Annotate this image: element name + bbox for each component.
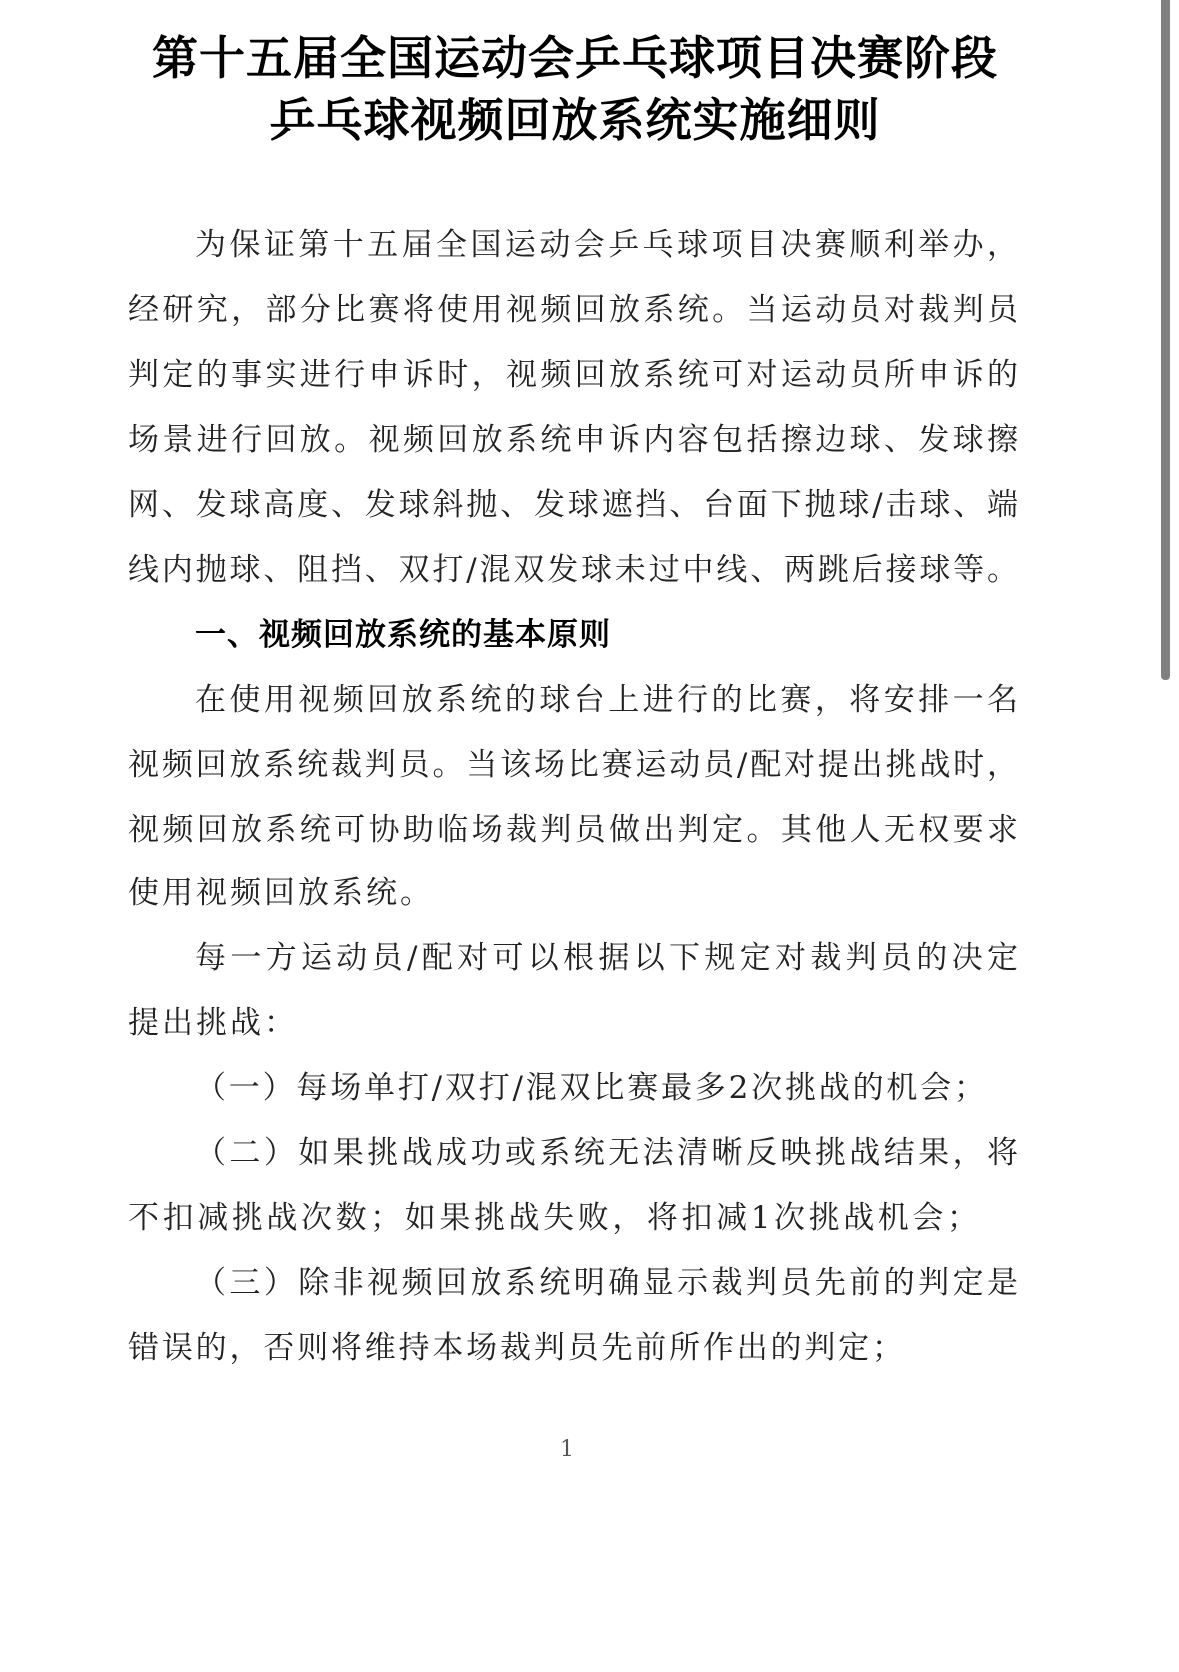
paragraph-line: 线内抛球、阻挡、双打/混双发球未过中线、两跳后接球等。	[128, 552, 1018, 588]
paragraph-line: 使用视频回放系统。	[128, 875, 434, 911]
list-item-3: （三）除非视频回放系统明确显示裁判员先前的判定是	[195, 1265, 1018, 1301]
document-title-line-2: 乒乓球视频回放系统实施细则	[269, 93, 881, 147]
paragraph-line: 不扣减挑战次数；如果挑战失败，将扣减1次挑战机会；	[128, 1200, 978, 1236]
paragraph-line: 网、发球高度、发球斜抛、发球遮挡、台面下抛球/击球、端	[128, 487, 1018, 523]
paragraph-line: 视频回放系统可协助临场裁判员做出判定。其他人无权要求	[128, 812, 1018, 848]
paragraph-line: 错误的，否则将维持本场裁判员先前所作出的判定；	[128, 1330, 903, 1366]
paragraph-line: 场景进行回放。视频回放系统申诉内容包括擦边球、发球擦	[128, 422, 1018, 458]
section-heading: 一、视频回放系统的基本原则	[195, 617, 611, 653]
paragraph-line: 视频回放系统裁判员。当该场比赛运动员/配对提出挑战时，	[128, 747, 1018, 783]
paragraph-line: 每一方运动员/配对可以根据以下规定对裁判员的决定	[195, 940, 1018, 976]
paragraph-line: 在使用视频回放系统的球台上进行的比赛，将安排一名	[195, 682, 1018, 718]
document-title-line-1: 第十五届全国运动会乒乓球项目决赛阶段	[152, 31, 998, 85]
page-number: 1	[560, 1437, 574, 1462]
paragraph-line: 经研究，部分比赛将使用视频回放系统。当运动员对裁判员	[128, 292, 1018, 328]
list-item-1: （一）每场单打/双打/混双比赛最多2次挑战的机会；	[195, 1070, 985, 1106]
paragraph-line: 提出挑战：	[128, 1005, 298, 1041]
paragraph-line: 判定的事实进行申诉时，视频回放系统可对运动员所申诉的	[128, 357, 1018, 393]
paragraph-line: 为保证第十五届全国运动会乒乓球项目决赛顺利举办，	[195, 227, 1018, 263]
list-item-2: （二）如果挑战成功或系统无法清晰反映挑战结果，将	[195, 1135, 1018, 1171]
vertical-scrollbar[interactable]	[1161, 0, 1170, 680]
